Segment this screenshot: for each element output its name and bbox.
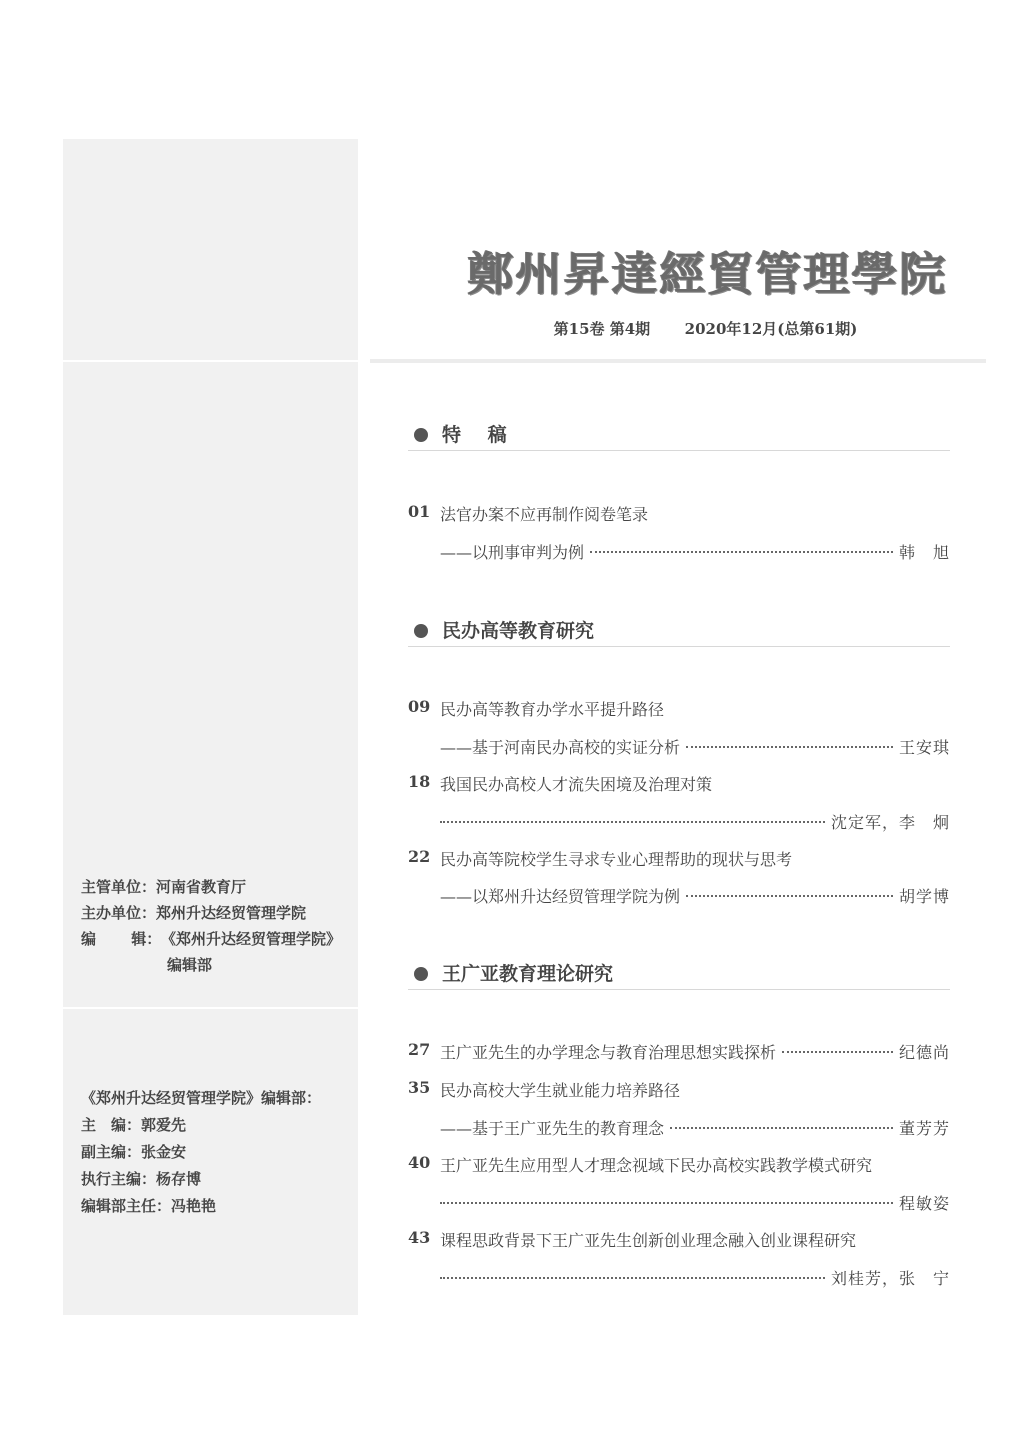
article-title: 课程思政背景下王广亚先生创新创业理念融入创业课程研究 (440, 1231, 857, 1250)
toc-entry[interactable] (408, 1226, 950, 1252)
section-title: 民办高等教育研究 (442, 620, 595, 642)
volume: 第15卷 (553, 320, 605, 338)
bullet-icon (414, 624, 428, 638)
article-author: 纪德尚 (898, 1043, 950, 1062)
masthead (370, 238, 985, 339)
article-title: 王广亚先生的办学理念与教育治理思想实践探析 (440, 1043, 777, 1062)
sponsor-value: 郑州升达经贸管理学院 (156, 904, 307, 922)
toc-entry[interactable] (408, 695, 950, 721)
page-number: 01 (408, 502, 431, 521)
page-number: 27 (408, 1040, 431, 1059)
page-number: 35 (408, 1078, 431, 1097)
editor-value: 《郑州升达经贸管理学院》 (161, 930, 342, 948)
article-subtitle: ——以郑州升达经贸管理学院为例 (440, 887, 681, 906)
section-title: 王广亚教育理论研究 (442, 963, 614, 985)
board-member: 执行主编：杨存博 (81, 1170, 202, 1188)
sponsor-label: 主办单位： (81, 904, 157, 922)
article-subtitle: ——基于王广亚先生的教育理念 (440, 1119, 665, 1138)
bullet-icon (414, 967, 428, 981)
article-title: 法官办案不应再制作阅卷笔录 (440, 505, 649, 524)
article-author: 沈定军，李 炯 (830, 813, 950, 832)
toc-entry[interactable] (408, 770, 950, 796)
supervisor-label: 主管单位： (81, 878, 157, 896)
article-subtitle: ——以刑事审判为例 (440, 543, 585, 562)
journal-logo: 鄭州昇達經貿管理學院 (467, 247, 948, 301)
toc-entry-sub (408, 882, 950, 908)
leader-dots (686, 895, 893, 897)
leader-dots (440, 1202, 893, 1204)
toc-entry-sub (408, 538, 950, 564)
supervisor-value: 河南省教育厅 (156, 878, 247, 896)
page-number: 09 (408, 697, 431, 716)
board-member: 编辑部主任：冯艳艳 (81, 1197, 217, 1215)
article-author: 程敏姿 (898, 1194, 950, 1213)
leader-dots (686, 746, 893, 748)
article-subtitle: ——基于河南民办高校的实证分析 (440, 738, 681, 757)
header-rule (370, 359, 986, 363)
toc-entry-sub (408, 1264, 950, 1290)
section-header (408, 612, 950, 647)
article-author: 胡学博 (898, 887, 950, 906)
issue-date: 2020年12月(总第61期) (684, 320, 858, 338)
article-title: 民办高等院校学生寻求专业心理帮助的现状与思考 (440, 850, 793, 869)
sidebar-divider (63, 360, 358, 362)
article-title: 我国民办高校人才流失困境及治理对策 (440, 775, 713, 794)
page-number: 40 (408, 1153, 431, 1172)
article-author: 董芳芳 (898, 1119, 950, 1138)
leader-dots (782, 1051, 893, 1053)
board-member: 主 编：郭爱先 (81, 1116, 187, 1134)
editorial-board (81, 1085, 321, 1220)
leader-dots (440, 1277, 825, 1279)
issue-info (426, 318, 985, 339)
board-member: 副主编：张金安 (81, 1143, 187, 1161)
editor-label: 编 辑： (81, 930, 162, 948)
leader-dots (590, 551, 893, 553)
page-number: 18 (408, 772, 431, 791)
toc-entry[interactable] (408, 1151, 950, 1177)
editor-row (81, 926, 341, 952)
leader-dots (440, 821, 825, 823)
toc-entry-sub (408, 1189, 950, 1215)
toc-entry-sub (408, 733, 950, 759)
leader-dots (670, 1127, 893, 1129)
sponsor-row (81, 900, 341, 926)
page-number: 43 (408, 1228, 431, 1247)
toc-entry[interactable] (408, 1038, 950, 1064)
editor-value-cont: 编辑部 (167, 956, 213, 974)
section-header (408, 955, 950, 990)
board-title: 《郑州升达经贸管理学院》编辑部： (81, 1089, 322, 1107)
article-author: 韩 旭 (898, 543, 950, 562)
article-author: 王安琪 (898, 738, 950, 757)
article-author: 刘桂芳，张 宁 (830, 1269, 950, 1288)
toc-entry[interactable] (408, 1076, 950, 1102)
number: 第4期 (609, 320, 651, 338)
toc-entry[interactable] (408, 500, 950, 526)
section-header (408, 416, 950, 451)
sidebar-panel (63, 139, 358, 1315)
toc-entry[interactable] (408, 845, 950, 871)
sidebar-divider (63, 1007, 358, 1009)
publisher-info (81, 874, 341, 978)
page-number: 22 (408, 847, 431, 866)
article-title: 民办高校大学生就业能力培养路径 (440, 1081, 681, 1100)
article-title: 王广亚先生应用型人才理念视域下民办高校实践教学模式研究 (440, 1156, 873, 1175)
article-title: 民办高等教育办学水平提升路径 (440, 700, 665, 719)
bullet-icon (414, 428, 428, 442)
toc-entry-sub (408, 1114, 950, 1140)
supervisor-row (81, 874, 341, 900)
section-title: 特 稿 (442, 424, 517, 446)
toc-entry-sub (408, 808, 950, 834)
